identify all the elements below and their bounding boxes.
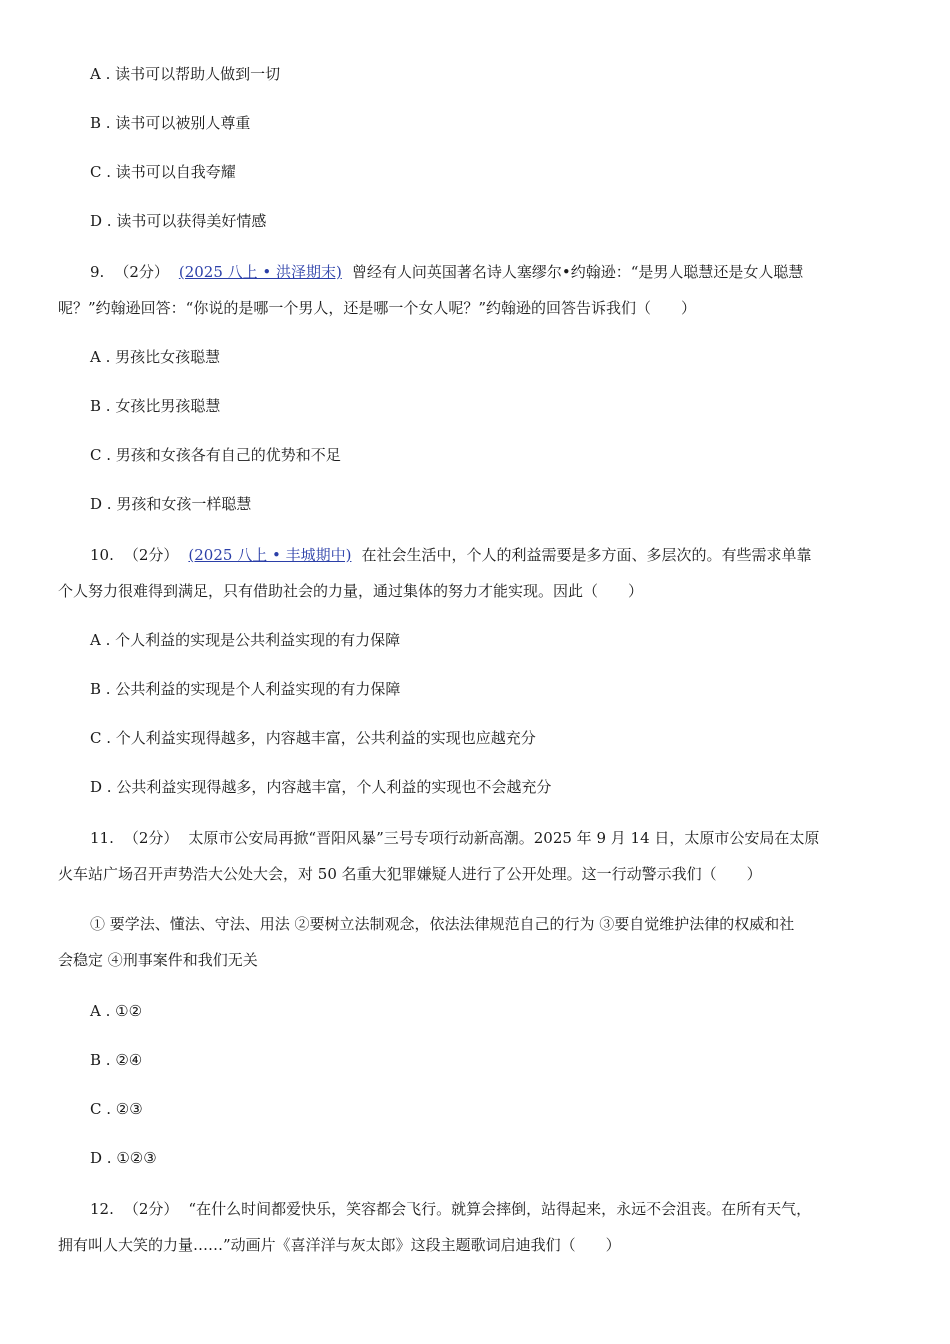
q11-option-a[interactable]: A . ①② [90,1002,143,1020]
q12-stem-text1: “在什么时间都爱快乐，笑容都会飞行。就算会摔倒，站得起来，永远不会沮丧。在所有天气， [188,1200,812,1218]
q9-option-d[interactable]: D . 男孩和女孩一样聪慧 [90,495,252,513]
q11-score: （2分） [123,829,179,847]
q9-number: 9. [90,263,105,281]
q11-number: 11. [90,829,114,847]
q10-option-a[interactable]: A . 个人利益的实现是公共利益实现的有力保障 [90,631,401,649]
q8-option-b[interactable]: B . 读书可以被别人尊重 [90,114,251,132]
q10-stem-text1: 在社会生活中，个人的利益需要是多方面、多层次的。有些需求单靠 [361,546,812,564]
q11-statements-line2: 会稳定 ④刑事案件和我们无关 [58,951,258,969]
q8-option-a[interactable]: A . 读书可以帮助人做到一切 [90,65,281,83]
q9-stem-line2: 呢？”约翰逊回答：“你说的是哪一个男人，还是哪一个女人呢？”约翰逊的回答告诉我们（ ） [58,299,697,317]
q10-option-d[interactable]: D . 公共利益实现得越多，内容越丰富，个人利益的实现也不会越充分 [90,778,552,796]
q11-stem-text1: 太原市公安局再掀“晋阳风暴”三号专项行动新高潮。2025 年 9 月 14 日，太原市公安局在太原 [188,829,820,847]
q12-number: 12. [90,1200,114,1218]
q10-score: （2分） [123,546,179,564]
q9-option-a[interactable]: A . 男孩比女孩聪慧 [90,348,221,366]
q10-option-b[interactable]: B . 公共利益的实现是个人利益实现的有力保障 [90,680,401,698]
q10-source-link[interactable]: (2025 八上 • 丰城期中) [188,546,352,564]
q11-option-b[interactable]: B . ②④ [90,1051,143,1069]
q8-option-c[interactable]: C . 读书可以自我夸耀 [90,163,236,181]
q12-stem-line2: 拥有叫人大笑的力量……”动画片《喜洋洋与灰太郎》这段主题歌词启迪我们（ ） [58,1236,621,1254]
q9-stem-text1: 曾经有人问英国著名诗人塞缪尔•约翰逊：“是男人聪慧还是女人聪慧 [351,263,804,281]
q9-option-b[interactable]: B . 女孩比男孩聪慧 [90,397,221,415]
q10-stem-line1 [90,545,811,565]
q11-option-d[interactable]: D . ①②③ [90,1149,157,1167]
q10-number: 10. [90,546,114,564]
q12-stem-line1 [90,1199,811,1219]
q11-stem-line1 [90,828,819,848]
q12-score: （2分） [123,1200,179,1218]
q9-score: （2分） [114,263,169,281]
q11-option-c[interactable]: C . ②③ [90,1100,143,1118]
q10-stem-line2: 个人努力很难得到满足，只有借助社会的力量，通过集体的努力才能实现。因此（ ） [58,582,644,600]
q9-option-c[interactable]: C . 男孩和女孩各有自己的优势和不足 [90,446,341,464]
q10-option-c[interactable]: C . 个人利益实现得越多，内容越丰富，公共利益的实现也应越充分 [90,729,536,747]
q8-option-d[interactable]: D . 读书可以获得美好情感 [90,212,267,230]
q11-statements-line1: ① 要学法、懂法、守法、用法 ②要树立法制观念，依法法律规范自己的行为 ③要自觉维护法律的权威和社 [90,915,795,933]
q11-stem-line2: 火车站广场召开声势浩大公处大会，对 50 名重大犯罪嫌疑人进行了公开处理。这一行动警示我们（ ） [58,865,762,883]
q9-stem-line1 [90,262,803,282]
q9-source-link[interactable]: (2025 八上 • 洪泽期末) [178,263,342,281]
